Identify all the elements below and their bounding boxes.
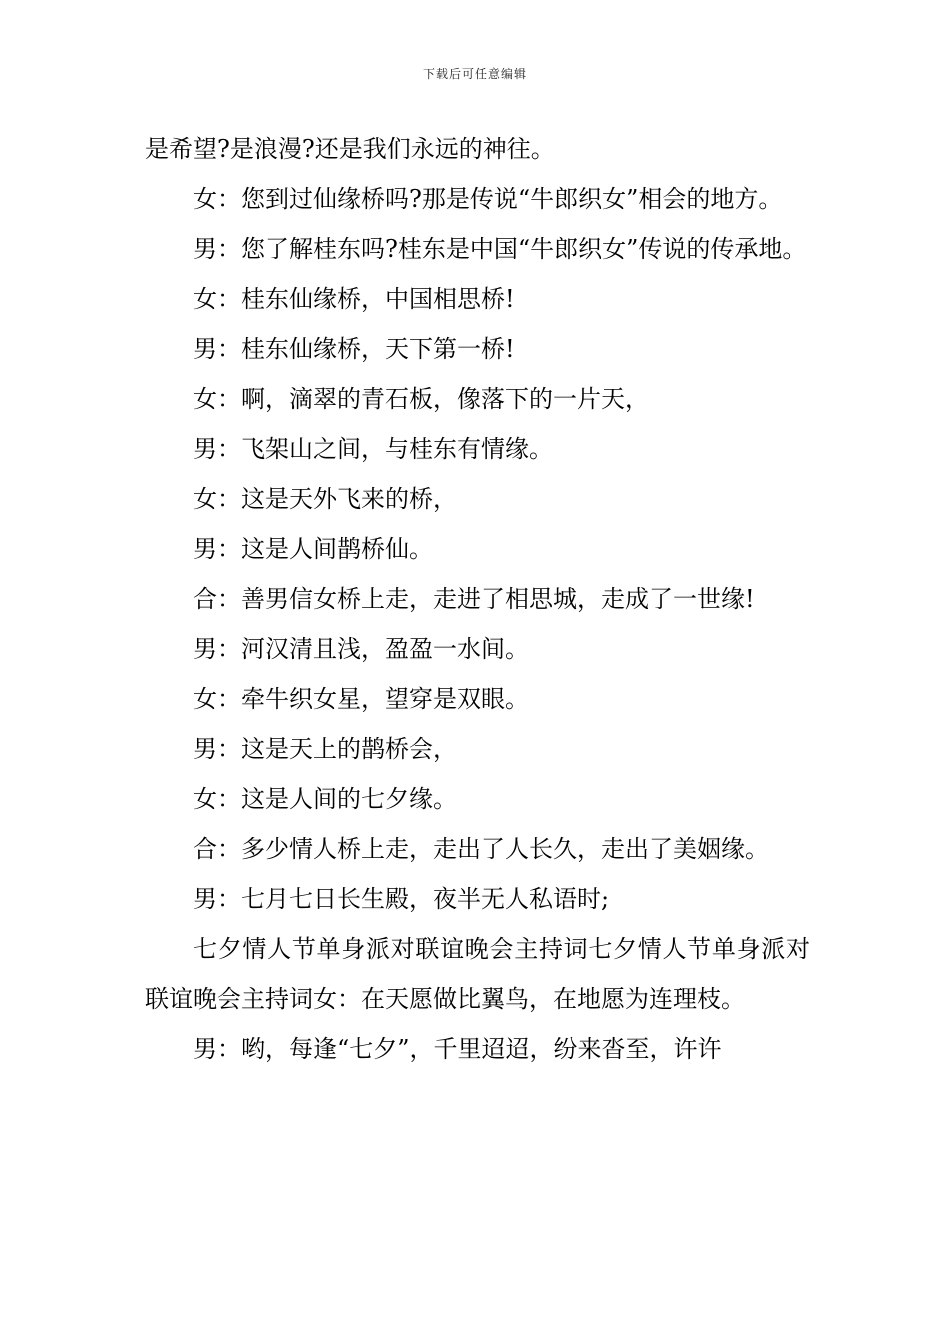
paragraph: 合：多少情人桥上走，走出了人长久，走出了美姻缘。 bbox=[193, 835, 769, 863]
document-body bbox=[145, 124, 810, 1074]
paragraph: 女：您到过仙缘桥吗?那是传说“牛郎织女”相会的地方。 bbox=[193, 185, 783, 213]
paragraph: 男：七月七日长生殿，夜半无人私语时; bbox=[193, 885, 610, 913]
paragraph: 女：牵牛织女星，望穿是双眼。 bbox=[193, 685, 529, 713]
page-header: 下载后可任意编辑 bbox=[422, 67, 527, 81]
paragraph: 男：您了解桂东吗?桂东是中国“牛郎织女”传说的传承地。 bbox=[193, 235, 807, 263]
paragraph: 男：河汉清且浅，盈盈一水间。 bbox=[193, 635, 529, 663]
paragraph: 是希望?是浪漫?还是我们永远的神往。 bbox=[145, 135, 555, 163]
paragraph: 男：这是天上的鹊桥会， bbox=[193, 735, 457, 763]
paragraph: 女：桂东仙缘桥，中国相思桥! bbox=[193, 285, 515, 313]
paragraph: 七夕情人节单身派对联谊晚会主持词七夕情人节单身派对联谊晚会主持词女：在天愿做比翼鸟，在地愿为连理枝。 bbox=[145, 935, 810, 1013]
paragraph: 男：哟，每逢“七夕”，千里迢迢，纷来沓至，许许 bbox=[193, 1035, 722, 1063]
paragraph: 女：啊，滴翠的青石板，像落下的一片天， bbox=[193, 385, 649, 413]
paragraph: 男：这是人间鹊桥仙。 bbox=[193, 535, 433, 563]
paragraph: 女：这是天外飞来的桥， bbox=[193, 485, 457, 513]
paragraph: 女：这是人间的七夕缘。 bbox=[193, 785, 457, 813]
paragraph: 合：善男信女桥上走，走进了相思城，走成了一世缘! bbox=[193, 585, 755, 613]
paragraph: 男：飞架山之间，与桂东有情缘。 bbox=[193, 435, 553, 463]
paragraph: 男：桂东仙缘桥，天下第一桥! bbox=[193, 335, 515, 363]
